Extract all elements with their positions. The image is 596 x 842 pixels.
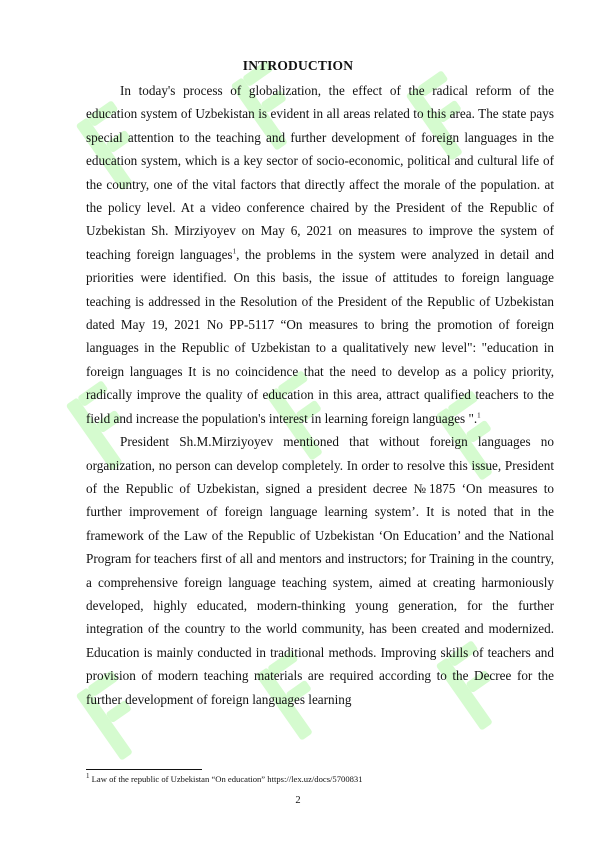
footnote-reference[interactable]: 1 xyxy=(232,247,237,256)
body-text xyxy=(86,79,554,711)
section-heading: INTRODUCTION xyxy=(242,58,354,73)
footnote xyxy=(86,774,554,785)
paragraph-1-text-b: , the problems in the system were analyzed in detail and priorities were identified. On this basis, the issue of attitudes to foreign language teaching is addressed in the Resolution of the President of the Republic of Uzbekistan dated May 19, 2021 No PP-5117 “On measures to bring the promotion of foreign languages in the Republic of Uzbekistan to a qualitatively new level": "education in foreign languages It is no coincidence that the need to develop as a policy priority, radically improve the quality of education in this area, attract qualified teachers to the field and increase the population's interest in learning foreign languages ". xyxy=(86,246,554,426)
page-number: 2 xyxy=(295,795,301,806)
paragraph-1-text-a: In today's process of globalization, the effect of the radical reform of the education system of Uzbekistan is evident in all areas related to this area. The state pays special attention to the teaching and further development of foreign languages in the education system, which is a key sector of socio-economic, political and cultural life of the country, one of the vital factors that directly affect the morale of the population. at the policy level. At a video conference chaired by the President of the Republic of Uzbekistan Sh. Mirziyoyev on May 6, 2021 on measures to improve the system of teaching foreign languages xyxy=(86,83,554,262)
paragraph-1 xyxy=(86,79,554,430)
footnote-reference[interactable]: 1 xyxy=(477,411,481,420)
footnote-marker: 1 xyxy=(86,772,90,781)
paragraph-2: President Sh.M.Mirziyoyev mentioned that without foreign languages no organization, no person can develop completely. In order to resolve this issue, President of the Republic of Uzbekistan, signed a president decree №1875 ‘On measures to further improvement of foreign language learning system’. It is noted that in the framework of the Law of the Republic of Uzbekistan ‘On Education’ and the National Program for teachers first of all and mentors and instructors; for Training in the country, a comprehensive foreign language teaching system, aimed at creating harmoniously developed, highly educated, modern-thinking young generation, for the further integration of the country to the world community, has been created and modernized. Education is mainly conducted in traditional methods. Improving skills of teachers and provision of modern teaching materials are required according to the Decree for the further development of foreign languages learning xyxy=(86,434,554,707)
footnote-divider xyxy=(86,769,202,770)
footnote-text: Law of the republic of Uzbekistan “On education” https://lex.uz/docs/5700831 xyxy=(89,774,363,784)
